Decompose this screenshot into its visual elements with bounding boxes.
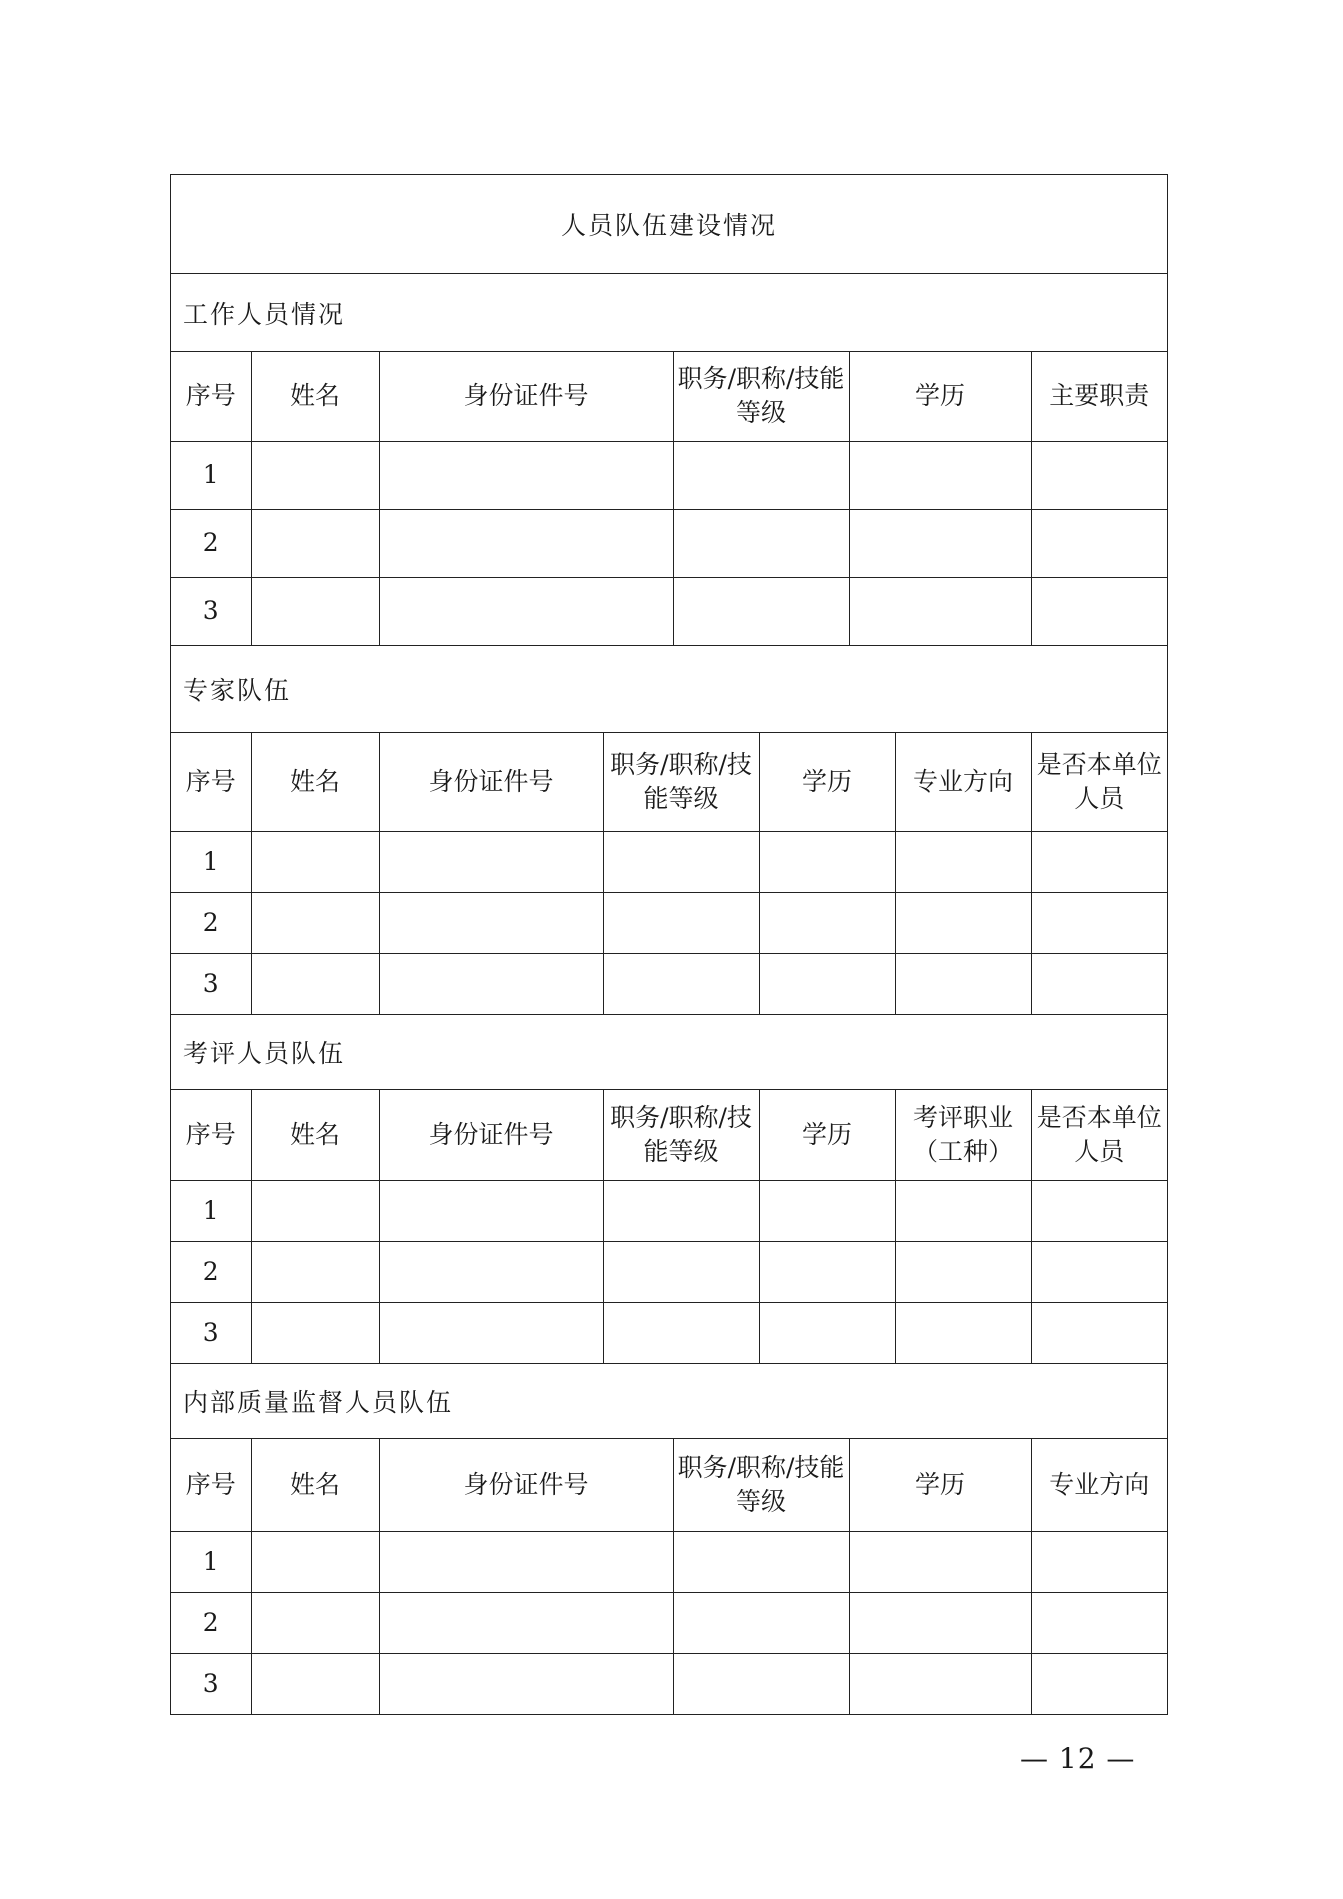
name-cell[interactable] (251, 1241, 379, 1302)
table-row (171, 1302, 1167, 1363)
id-cell[interactable] (379, 1592, 673, 1653)
header-cell: 身份证件号 (379, 352, 673, 441)
table-header-row (171, 352, 1167, 441)
id-cell[interactable] (379, 953, 603, 1014)
form-title: 人员队伍建设情况 (171, 175, 1167, 274)
section-label: 考评人员队伍 (171, 1015, 1167, 1090)
row-index: 1 (171, 441, 251, 509)
header-cell: 考评职业（工种） (895, 1090, 1031, 1180)
name-cell[interactable] (251, 509, 379, 577)
experts-table (171, 733, 1167, 1014)
name-cell[interactable] (251, 953, 379, 1014)
in-unit-cell[interactable] (1031, 892, 1167, 953)
name-cell[interactable] (251, 577, 379, 645)
table-header-row (171, 1439, 1167, 1531)
education-cell[interactable] (759, 831, 895, 892)
header-cell: 学历 (849, 1439, 1031, 1531)
name-cell[interactable] (251, 1302, 379, 1363)
table-row (171, 441, 1167, 509)
specialty-cell[interactable] (895, 831, 1031, 892)
header-cell: 专业方向 (1031, 1439, 1167, 1531)
id-cell[interactable] (379, 1653, 673, 1714)
name-cell[interactable] (251, 441, 379, 509)
duty-cell[interactable] (1031, 509, 1167, 577)
header-cell: 学历 (759, 1090, 895, 1180)
in-unit-cell[interactable] (1031, 1302, 1167, 1363)
row-index: 1 (171, 831, 251, 892)
row-index: 3 (171, 953, 251, 1014)
specialty-cell[interactable] (895, 953, 1031, 1014)
row-index: 2 (171, 892, 251, 953)
row-index: 3 (171, 1653, 251, 1714)
title-cell[interactable] (603, 1241, 759, 1302)
name-cell[interactable] (251, 1180, 379, 1241)
section-quality-supervisors (171, 1364, 1167, 1714)
table-row (171, 1180, 1167, 1241)
education-cell[interactable] (849, 1592, 1031, 1653)
row-index: 2 (171, 1241, 251, 1302)
specialty-cell[interactable] (1031, 1653, 1167, 1714)
section-experts (171, 646, 1167, 1015)
assessors-table (171, 1090, 1167, 1363)
header-cell: 姓名 (251, 1439, 379, 1531)
table-row (171, 1592, 1167, 1653)
section-assessors (171, 1015, 1167, 1364)
id-cell[interactable] (379, 1302, 603, 1363)
name-cell[interactable] (251, 831, 379, 892)
personnel-form (170, 174, 1168, 1715)
education-cell[interactable] (849, 509, 1031, 577)
header-cell: 序号 (171, 352, 251, 441)
header-cell: 职务/职称/技能等级 (673, 352, 849, 441)
quality-supervisors-table (171, 1439, 1167, 1714)
header-cell: 序号 (171, 1090, 251, 1180)
specialty-cell[interactable] (1031, 1531, 1167, 1592)
in-unit-cell[interactable] (1031, 953, 1167, 1014)
id-cell[interactable] (379, 577, 673, 645)
table-row (171, 1241, 1167, 1302)
header-cell: 姓名 (251, 733, 379, 831)
occupation-cell[interactable] (895, 1302, 1031, 1363)
occupation-cell[interactable] (895, 1241, 1031, 1302)
section-label: 内部质量监督人员队伍 (171, 1364, 1167, 1439)
table-row (171, 892, 1167, 953)
page-number: — 12 — (1020, 1742, 1136, 1775)
in-unit-cell[interactable] (1031, 1241, 1167, 1302)
id-cell[interactable] (379, 441, 673, 509)
staff-table (171, 352, 1167, 645)
id-cell[interactable] (379, 1531, 673, 1592)
section-label: 工作人员情况 (171, 274, 1167, 352)
header-cell: 专业方向 (895, 733, 1031, 831)
id-cell[interactable] (379, 1180, 603, 1241)
header-cell: 主要职责 (1031, 352, 1167, 441)
name-cell[interactable] (251, 1531, 379, 1592)
title-cell[interactable] (673, 441, 849, 509)
row-index: 1 (171, 1531, 251, 1592)
table-row (171, 831, 1167, 892)
row-index: 2 (171, 1592, 251, 1653)
title-cell[interactable] (603, 892, 759, 953)
education-cell[interactable] (759, 892, 895, 953)
header-cell: 职务/职称/技能等级 (673, 1439, 849, 1531)
education-cell[interactable] (759, 1180, 895, 1241)
table-row (171, 577, 1167, 645)
title-cell[interactable] (673, 509, 849, 577)
education-cell[interactable] (849, 441, 1031, 509)
education-cell[interactable] (759, 953, 895, 1014)
header-cell: 姓名 (251, 352, 379, 441)
header-cell: 姓名 (251, 1090, 379, 1180)
row-index: 2 (171, 509, 251, 577)
education-cell[interactable] (849, 577, 1031, 645)
education-cell[interactable] (759, 1241, 895, 1302)
header-cell: 身份证件号 (379, 733, 603, 831)
education-cell[interactable] (849, 1531, 1031, 1592)
title-cell[interactable] (603, 831, 759, 892)
table-row (171, 1653, 1167, 1714)
header-cell: 学历 (849, 352, 1031, 441)
id-cell[interactable] (379, 831, 603, 892)
row-index: 3 (171, 1302, 251, 1363)
table-row (171, 953, 1167, 1014)
name-cell[interactable] (251, 892, 379, 953)
in-unit-cell[interactable] (1031, 831, 1167, 892)
row-index: 1 (171, 1180, 251, 1241)
id-cell[interactable] (379, 509, 673, 577)
section-staff (171, 274, 1167, 646)
name-cell[interactable] (251, 1653, 379, 1714)
occupation-cell[interactable] (895, 1180, 1031, 1241)
education-cell[interactable] (759, 1302, 895, 1363)
title-cell[interactable] (603, 953, 759, 1014)
row-index: 3 (171, 577, 251, 645)
table-header-row (171, 1090, 1167, 1180)
title-cell[interactable] (603, 1180, 759, 1241)
id-cell[interactable] (379, 1241, 603, 1302)
title-cell[interactable] (673, 1653, 849, 1714)
in-unit-cell[interactable] (1031, 1180, 1167, 1241)
header-cell: 序号 (171, 1439, 251, 1531)
name-cell[interactable] (251, 1592, 379, 1653)
section-label: 专家队伍 (171, 646, 1167, 733)
header-cell: 身份证件号 (379, 1439, 673, 1531)
duty-cell[interactable] (1031, 441, 1167, 509)
header-cell: 职务/职称/技能等级 (603, 733, 759, 831)
header-cell: 身份证件号 (379, 1090, 603, 1180)
header-cell: 职务/职称/技能等级 (603, 1090, 759, 1180)
specialty-cell[interactable] (895, 892, 1031, 953)
title-cell[interactable] (603, 1302, 759, 1363)
table-row (171, 1531, 1167, 1592)
title-cell[interactable] (673, 1531, 849, 1592)
id-cell[interactable] (379, 892, 603, 953)
header-cell: 是否本单位人员 (1031, 1090, 1167, 1180)
duty-cell[interactable] (1031, 577, 1167, 645)
education-cell[interactable] (849, 1653, 1031, 1714)
header-cell: 是否本单位人员 (1031, 733, 1167, 831)
header-cell: 序号 (171, 733, 251, 831)
table-header-row (171, 733, 1167, 831)
specialty-cell[interactable] (1031, 1592, 1167, 1653)
header-cell: 学历 (759, 733, 895, 831)
title-cell[interactable] (673, 577, 849, 645)
title-cell[interactable] (673, 1592, 849, 1653)
table-row (171, 509, 1167, 577)
